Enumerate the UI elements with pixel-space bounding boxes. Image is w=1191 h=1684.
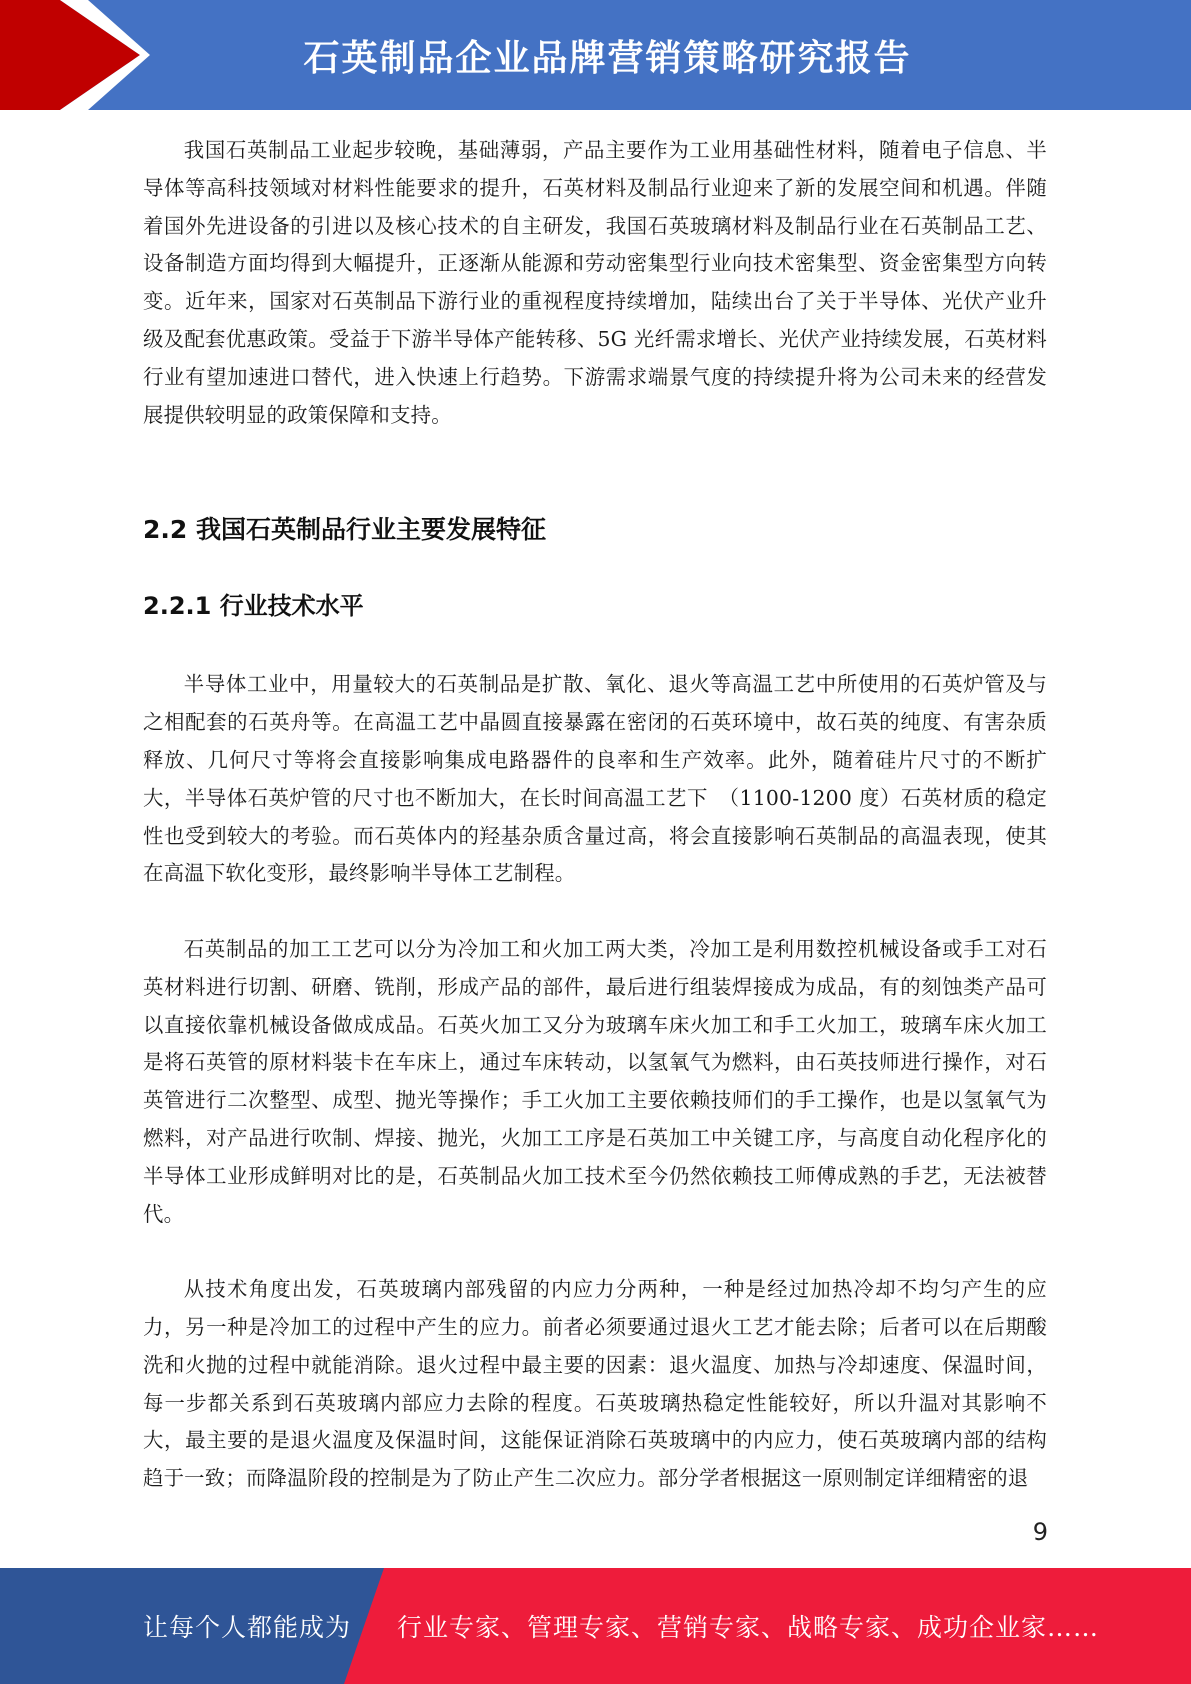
report-title: 石英制品企业品牌营销策略研究报告 xyxy=(303,37,912,79)
footer-slogan-right: 行业专家、管理专家、营销专家、战略专家、成功企业家…… xyxy=(397,1613,1100,1642)
page-content xyxy=(143,132,1047,1498)
body-paragraph: 从技术角度出发，石英玻璃内部残留的内应力分两种，一种是经过加热冷却不均匀产生的应力，另一种是冷加工的过程中产生的应力。前者必须要通过退火工艺才能去除；后者可以在后期酸洗和火抛的过程中就能消除。退火过程中最主要的因素：退火温度、加热与冷却速度、保温时间，每一步都关系到石英玻璃内部应力去除的程度。石英玻璃热稳定性能较好，所以升温对其影响不大，最主要的是退火温度及保温时间，这能保证消除石英玻璃中的内应力，使石英玻璃内部的结构趋于一致；而降温阶段的控制是为了防止产生二次应力。部分学者根据这一原则制定详细精密的退 xyxy=(143,1277,1047,1491)
body-paragraph: 半导体工业中，用量较大的石英制品是扩散、氧化、退火等高温工艺中所使用的石英炉管及与之相配套的石英舟等。在高温工艺中晶圆直接暴露在密闭的石英环境中，故石英的纯度、有害杂质释放、几何尺寸等将会直接影响集成电路器件的良率和生产效率。此外，随着硅片尺寸的不断扩大，半导体石英炉管的尺寸也不断加大，在长时间高温工艺下 （1100-1200 度）石英材质的稳定性也受到较大的考验。而石英体内的羟基杂质含量过高，将会直接影响石英制品的高温表现，使其在高温下软化变形，最终影响半导体工艺制程。 xyxy=(143,672,1047,886)
section-heading: 2.2 我国石英制品行业主要发展特征 xyxy=(143,515,546,545)
footer-banner xyxy=(0,1568,1191,1684)
page-number: 9 xyxy=(1032,1518,1048,1546)
intro-paragraph: 我国石英制品工业起步较晚，基础薄弱，产品主要作为工业用基础性材料，随着电子信息、半导体等高科技领域对材料性能要求的提升，石英材料及制品行业迎来了新的发展空间和机遇。伴随着国外先进设备的引进以及核心技术的自主研发，我国石英玻璃材料及制品行业在石英制品工艺、设备制造方面均得到大幅提升，正逐渐从能源和劳动密集型行业向技术密集型、资金密集型方向转变。近年来，国家对石英制品下游行业的重视程度持续增加，陆续出台了关于半导体、光伏产业升级及配套优惠政策。受益于下游半导体产能转移、5G 光纤需求增长、光伏产业持续发展，石英材料行业有望加速进口替代，进入快速上行趋势。下游需求端景气度的持续提升将为公司未来的经营发展提供较明显的政策保障和支持。 xyxy=(143,138,1047,427)
footer-slogan-left: 让每个人都能成为 xyxy=(143,1613,352,1642)
body-paragraph: 石英制品的加工工艺可以分为冷加工和火加工两大类，冷加工是利用数控机械设备或手工对石英材料进行切割、研磨、铣削，形成产品的部件，最后进行组装焊接成为成品，有的刻蚀类产品可以直接依靠机械设备做成成品。石英火加工又分为玻璃车床火加工和手工火加工，玻璃车床火加工是将石英管的原材料装卡在车床上，通过车床转动，以氢氧气为燃料，由石英技师进行操作，对石英管进行二次整型、成型、抛光等操作；手工火加工主要依赖技师们的手工操作，也是以氢氧气为燃料，对产品进行吹制、焊接、抛光，火加工工序是石英加工中关键工序，与高度自动化程序化的半导体工业形成鲜明对比的是，石英制品火加工技术至今仍然依赖技工师傅成熟的手艺，无法被替代。 xyxy=(143,936,1047,1226)
header-banner xyxy=(0,0,1191,110)
subsection-heading: 2.2.1 行业技术水平 xyxy=(143,592,364,621)
